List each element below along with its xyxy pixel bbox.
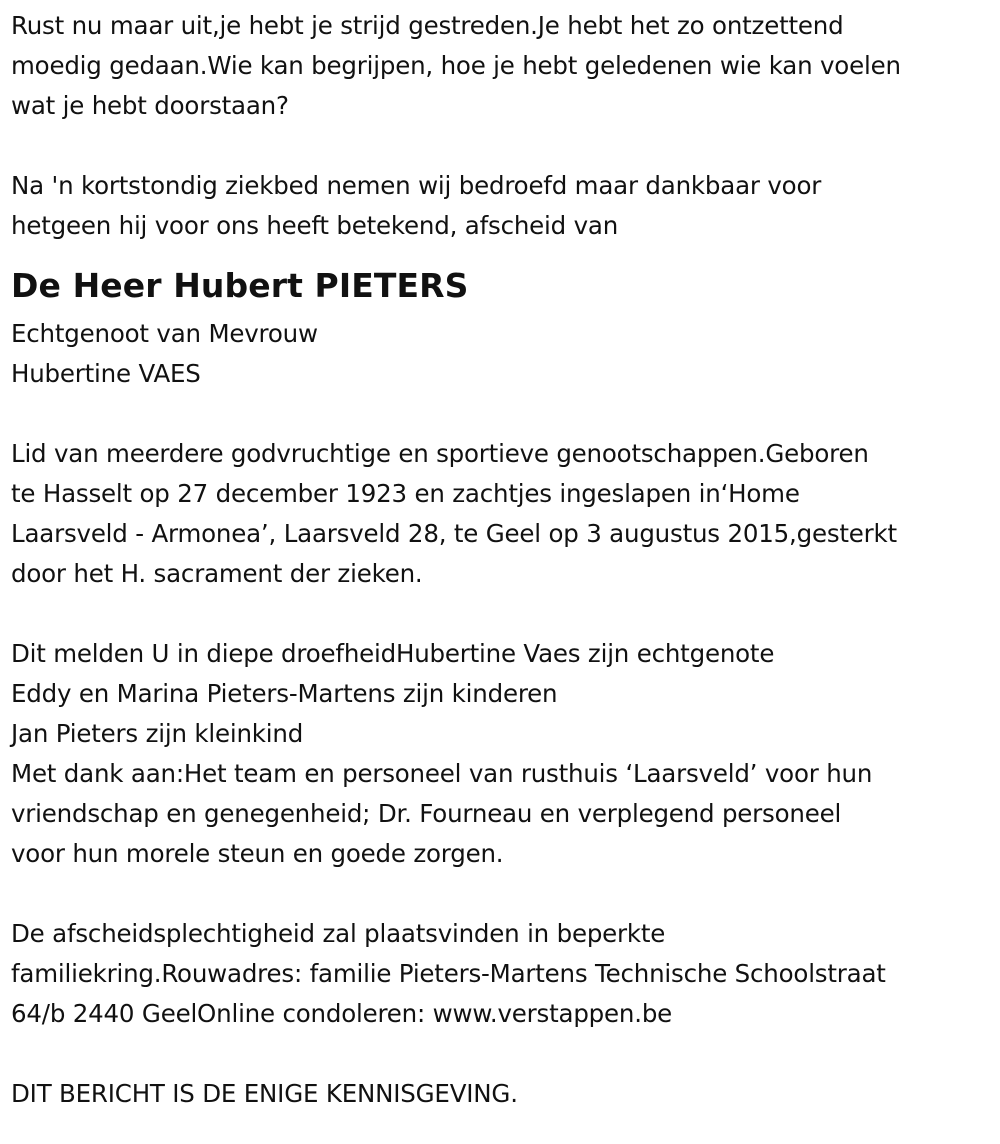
spacer	[11, 594, 996, 634]
ceremony-line: familiekring.Rouwadres: familie Pieters-Martens Technische Schoolstraat	[11, 959, 886, 988]
spouse-line: Hubertine VAES	[11, 359, 201, 388]
family-line: Dit melden U in diepe droefheidHubertine Vaes zijn echtgenote	[11, 639, 775, 668]
ceremony-paragraph	[11, 914, 996, 1034]
spouse-line: Echtgenoot van Mevrouw	[11, 319, 318, 348]
spouse-paragraph	[11, 314, 996, 394]
biography-line: Lid van meerdere godvruchtige en sportieve genootschappen.Geboren	[11, 439, 869, 468]
spacer	[11, 1034, 996, 1074]
intro-line: hetgeen hij voor ons heeft betekend, afscheid van	[11, 211, 619, 240]
poem-line: moedig gedaan.Wie kan begrijpen, hoe je hebt geledenen wie kan voelen	[11, 51, 901, 80]
family-paragraph	[11, 634, 996, 874]
biography-line: te Hasselt op 27 december 1923 en zachtjes ingeslapen in‘Home	[11, 479, 800, 508]
family-line: vriendschap en genegenheid; Dr. Fourneau en verplegend personeel	[11, 799, 842, 828]
poem-line: Rust nu maar uit,je hebt je strijd gestreden.Je hebt het zo ontzettend	[11, 11, 844, 40]
ceremony-line: De afscheidsplechtigheid zal plaatsvinden in beperkte	[11, 919, 666, 948]
ceremony-line: 64/b 2440 GeelOnline condoleren: www.verstappen.be	[11, 999, 673, 1028]
intro-line: Na 'n kortstondig ziekbed nemen wij bedroefd maar dankbaar voor	[11, 171, 822, 200]
family-line: Met dank aan:Het team en personeel van rusthuis ‘Laarsveld’ voor hun	[11, 759, 873, 788]
poem-line: wat je hebt doorstaan?	[11, 91, 289, 120]
family-line: Jan Pieters zijn kleinkind	[11, 719, 304, 748]
family-line: voor hun morele steun en goede zorgen.	[11, 839, 504, 868]
family-line: Eddy en Marina Pieters-Martens zijn kinderen	[11, 679, 558, 708]
spacer	[11, 874, 996, 914]
spacer	[11, 394, 996, 434]
biography-line: Laarsveld - Armonea’, Laarsveld 28, te Geel op 3 augustus 2015,gesterkt	[11, 519, 897, 548]
deceased-name: De Heer Hubert PIETERS	[11, 266, 469, 305]
closing-line: DIT BERICHT IS DE ENIGE KENNISGEVING.	[11, 1079, 518, 1108]
death-notice	[11, 6, 996, 1114]
closing-paragraph	[11, 1074, 996, 1114]
intro-paragraph	[11, 166, 996, 246]
biography-paragraph	[11, 434, 996, 594]
biography-line: door het H. sacrament der zieken.	[11, 559, 423, 588]
poem-paragraph	[11, 6, 996, 126]
spacer	[11, 126, 996, 166]
